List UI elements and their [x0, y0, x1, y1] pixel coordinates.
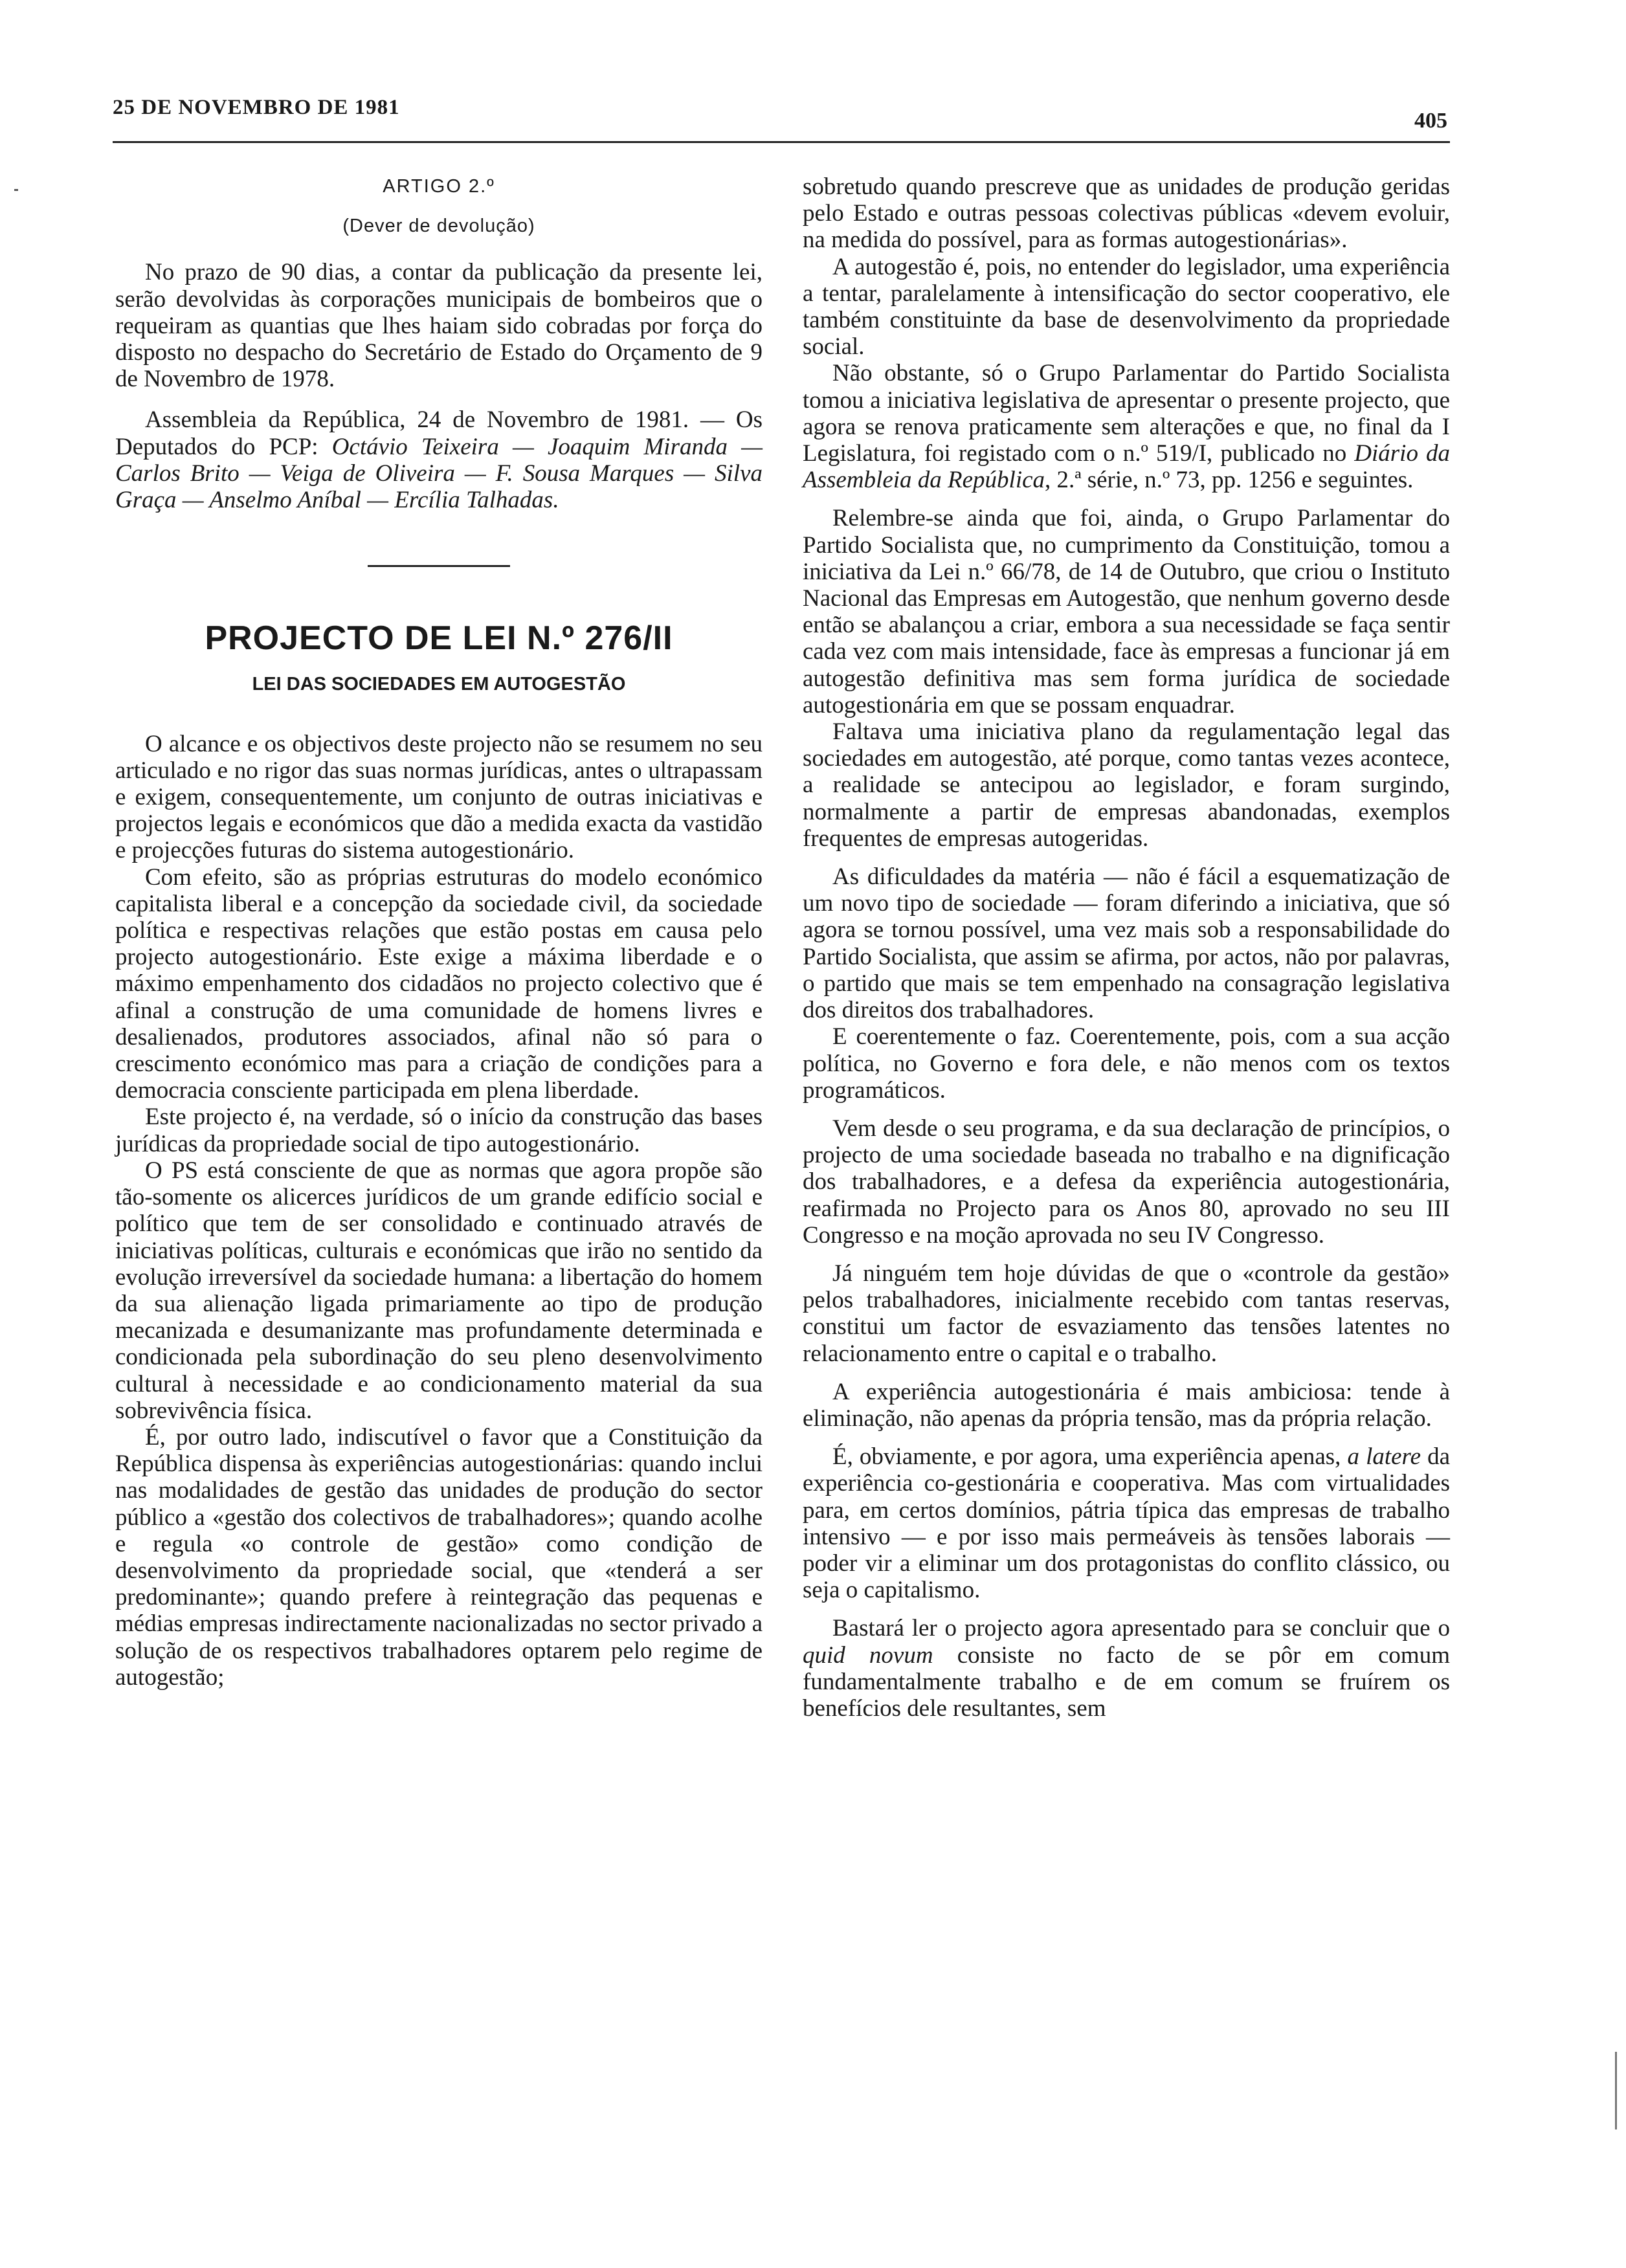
paragraph: O PS está consciente de que as normas que agora propõe são tão-somente os alicerces jurídicos de um grande edifício social e político que tem de ser consolidado e continuado através de iniciativas políticas, culturais e económicas que irão no sentido da evolução irreversível da sociedade humana: a libertação do homem da sua alienação ligada primariamente ao tipo de produção mecanizada e desumanizante mas profundamente determinada e condicionada pela subordinação do seu pleno desenvolvimento cultural à necessidade e ao condicionamento material da sua sobrevivência física. [115, 1157, 763, 1424]
paragraph [803, 1443, 1450, 1603]
paragraph-text: Bastará ler o projecto agora apresentado para se concluir que o [832, 1615, 1450, 1642]
paragraph: As dificuldades da matéria — não é fácil a esquematização de um novo tipo de sociedade — foram diferindo a iniciativa, que só agora se tornou possível, uma vez mais sob a responsabilidade do Partido Socialista, que assim se afirma, por actos, não por palavras, o partido que mais se tem empenhado na consagração legislativa dos direitos dos trabalhadores. [803, 863, 1450, 1024]
paragraph-text: da experiência co-gestionária e cooperativa. Mas com virtualidades para, em certos domínios, pátria típica das empresas de trabalho intensivo — e por isso mais permeáveis às tensões laborais — poder vir a eliminar um dos protagonistas do conflito clássico, ou seja o capitalismo. [803, 1443, 1450, 1604]
paragraph: Já ninguém tem hoje dúvidas de que o «controle da gestão» pelos trabalhadores, inicialmente recebido com tantas reservas, constitui um factor de esvaziamento das tensões latentes no relacionamento entre o capital e o trabalho. [803, 1260, 1450, 1367]
paragraph: E coerentemente o faz. Coerentemente, pois, com a sua acção política, no Governo e fora dele, e não menos com os textos programáticos. [803, 1023, 1450, 1104]
artigo-text: No prazo de 90 dias, a contar da publicação da presente lei, serão devolvidas às corporações municipais de bombeiros que o requeiram as quantias que lhes haiam sido cobradas por força do disposto no despacho do Secretário de Estado do Orçamento de 9 de Novembro de 1978. [115, 259, 763, 393]
paragraph: O alcance e os objectivos deste projecto não se resumem no seu articulado e no rigor das suas normas jurídicas, antes o ultrapassam e exigem, consequentemente, um conjunto de outras iniciativas e projectos legais e económicos que dão a medida exacta da vastidão e projecções futuras do sistema autogestionário. [115, 730, 763, 864]
paragraph-italic: Diário da Assembleia da República [803, 440, 1450, 494]
paragraph-text: É, obviamente, e por agora, uma experiência apenas, [832, 1443, 1348, 1471]
paragraph [803, 1615, 1450, 1722]
paragraph-text: , 2.ª série, n.º 73, pp. 1256 e seguintes. [1045, 467, 1414, 494]
paragraph [803, 360, 1450, 493]
paragraph: Relembre-se ainda que foi, ainda, o Grupo Parlamentar do Partido Socialista que, no cumprimento da Constituição, tomou a iniciativa da Lei n.º 66/78, de 14 de Outubro, que criou o Instituto Nacional das Empresas em Autogestão, que nenhum governo desde então se abalançou a criar, embora a sua necessidade se faça sentir cada vez com mais intensidade, face às empresas a funcionar já em autogestão definitiva mas sem forma jurídica de sociedade autogestionária em que se possam enquadrar. [803, 505, 1450, 718]
paragraph-italic: quid novum [803, 1641, 933, 1669]
projecto-title: PROJECTO DE LEI N.º 276/II [205, 619, 673, 658]
signature-block [115, 406, 763, 513]
paragraph-italic: a latere [1347, 1443, 1421, 1471]
paragraph: Com efeito, são as próprias estruturas do modelo económico capitalista liberal e a concepção da sociedade civil, da sociedade política e respectivas relações que estão postas em causa pelo projecto autogestionário. Este exige a máxima liberdade e o máximo empenhamento dos cidadãos no projecto colectivo que é afinal a construção de uma comunidade de homens livres e desalienados, produtores associados, afinal não só para o crescimento económico mas para a criação de condições para a democracia consciente participada em plena liberdade. [115, 863, 763, 1104]
margin-scan-mark [1615, 2052, 1617, 2129]
artigo-subtitle: (Dever de devolução) [342, 216, 535, 237]
margin-speck [14, 189, 18, 191]
paragraph-text: consiste no facto de se pôr em comum fundamentalmente trabalho e de em comum se fruírem os benefícios dele resultantes, sem [803, 1641, 1450, 1722]
header-date: 25 DE NOVEMBRO DE 1981 [113, 96, 400, 119]
paragraph: Este projecto é, na verdade, só o início da construção das bases jurídicas da propriedade social de tipo autogestionário. [115, 1104, 763, 1157]
paragraph-text: Não obstante, só o Grupo Parlamentar do Partido Socialista tomou a iniciativa legislativa de apresentar o presente projecto, que agora se renova praticamente sem alterações e que, no final da I Legislatura, foi registado com o n.º 519/I, publicado no [803, 360, 1450, 467]
right-column [803, 173, 1450, 1722]
page-number: 405 [1414, 109, 1447, 133]
signature-prefix: Assembleia da República, 24 de Novembro de 1981. — Os Deputados do PCP: [115, 406, 763, 460]
paragraph: sobretudo quando prescreve que as unidades de produção geridas pelo Estado e outras pessoas colectivas públicas «devem evoluir, na medida do possível, para as formas autogestionárias». [803, 173, 1450, 254]
artigo-title: ARTIGO 2.º [383, 176, 495, 197]
section-separator [368, 565, 510, 567]
projecto-subtitle: LEI DAS SOCIEDADES EM AUTOGESTÃO [252, 674, 626, 695]
header-rule [113, 141, 1450, 143]
left-column [115, 173, 763, 1691]
signature-names: Octávio Teixeira — Joaquim Miranda — Carlos Brito — Veiga de Oliveira — F. Sousa Marques — Silva Graça — Anselmo Aníbal — Ercília Talhadas. [115, 433, 763, 514]
paragraph: Faltava uma iniciativa plano da regulamentação legal das sociedades em autogestão, até porque, como tantas vezes acontece, a realidade se antecipou ao legislador, e foram surgindo, normalmente a partir de empresas abandonadas, exemplos frequentes de empresas autogeridas. [803, 718, 1450, 852]
paragraph: É, por outro lado, indiscutível o favor que a Constituição da República dispensa às experiências autogestionárias: quando inclui nas modalidades de gestão das unidades de produção do sector público a «gestão dos colectivos de trabalhadores»; quando acolhe e regula «o controle de gestão» como condição de desenvolvimento da propriedade social, que «tenderá a ser predominante»; quando prefere à reintegração das pequenas e médias empresas indirectamente nacionalizadas no sector privado a solução de os respectivos trabalhadores optarem pelo regime de autogestão; [115, 1423, 763, 1691]
paragraph: Vem desde o seu programa, e da sua declaração de princípios, o projecto de uma sociedade baseada no trabalho e na dignificação dos trabalhadores, e a defesa da experiência autogestionária, reafirmada no Projecto para os Anos 80, aprovado no seu III Congresso e na moção aprovada no seu IV Congresso. [803, 1115, 1450, 1249]
paragraph: A experiência autogestionária é mais ambiciosa: tende à eliminação, não apenas da própria tensão, mas da própria relação. [803, 1378, 1450, 1432]
paragraph: A autogestão é, pois, no entender do legislador, uma experiência a tentar, paralelamente à intensificação do sector cooperativo, ele também constituinte da base de desenvolvimento da propriedade social. [803, 253, 1450, 361]
